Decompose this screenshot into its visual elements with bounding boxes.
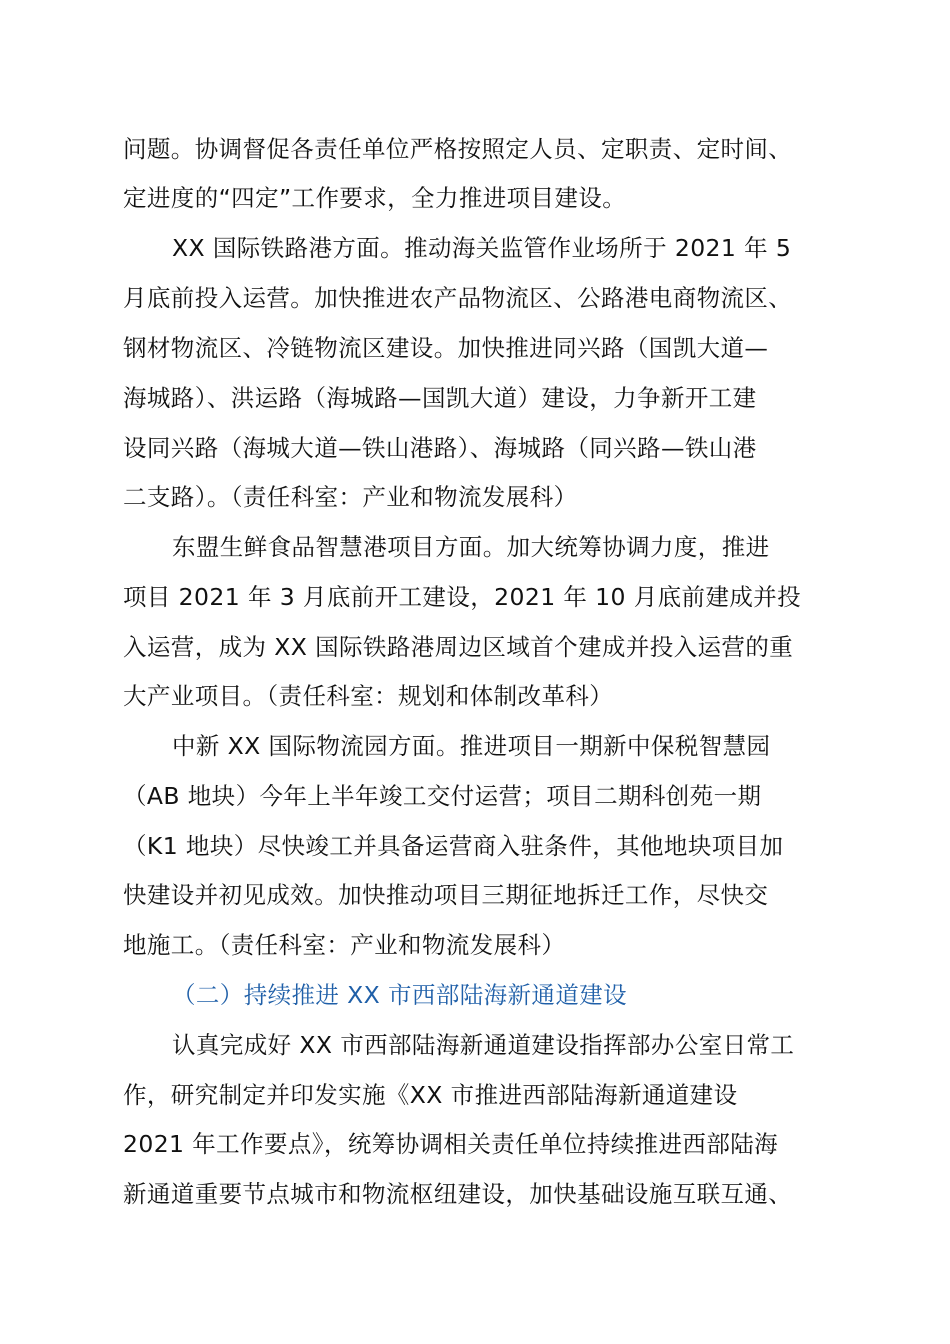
text-line: （AB 地块）今年上半年竣工交付运营；项目二期科创苑一期 [123,782,762,810]
text-line: 快建设并初见成效。加快推动项目三期征地拆迁工作，尽快交 [123,881,769,909]
text-line: 地施工。（责任科室：产业和物流发展科） [123,931,566,959]
paragraph-start-line: 中新 XX 国际物流园方面。推进项目一期新中保税智慧园 [172,732,771,760]
text-line: 定进度的“四定”工作要求，全力推进项目建设。 [123,184,627,212]
paragraph-start-line: XX 国际铁路港方面。推动海关监管作业场所于 2021 年 5 [172,234,792,262]
text-line: 月底前投入运营。加快推进农产品物流区、公路港电商物流区、 [123,284,793,312]
text-line: 二支路）。（责任科室：产业和物流发展科） [123,483,578,511]
paragraph-start-line: 东盟生鲜食品智慧港项目方面。加大统筹协调力度，推进 [172,533,770,561]
section-heading: （二）持续推进 XX 市西部陆海新通道建设 [172,981,628,1009]
text-line: 大产业项目。（责任科室：规划和体制改革科） [123,682,614,710]
text-line: 新通道重要节点城市和物流枢纽建设，加快基础设施互联互通、 [123,1180,793,1208]
text-line: 作，研究制定并印发实施《XX 市推进西部陆海新通道建设 [123,1081,738,1109]
paragraph-start-line: 认真完成好 XX 市西部陆海新通道建设指挥部办公室日常工 [172,1031,795,1059]
text-line: 设同兴路（海城大道—铁山港路）、海城路（同兴路—铁山港 [123,434,757,462]
text-line: 项目 2021 年 3 月底前开工建设，2021 年 10 月底前建成并投 [123,583,802,611]
text-line: 问题。协调督促各责任单位严格按照定人员、定职责、定时间、 [123,135,793,163]
text-line: 2021 年工作要点》，统筹协调相关责任单位持续推进西部陆海 [123,1130,779,1158]
text-line: （K1 地块）尽快竣工并具备运营商入驻条件，其他地块项目加 [123,832,784,860]
text-line: 入运营，成为 XX 国际铁路港周边区域首个建成并投入运营的重 [123,633,794,661]
text-line: 海城路）、洪运路（海城路—国凯大道）建设，力争新开工建 [123,384,757,412]
text-line: 钢材物流区、冷链物流区建设。加快推进同兴路（国凯大道— [123,334,769,362]
